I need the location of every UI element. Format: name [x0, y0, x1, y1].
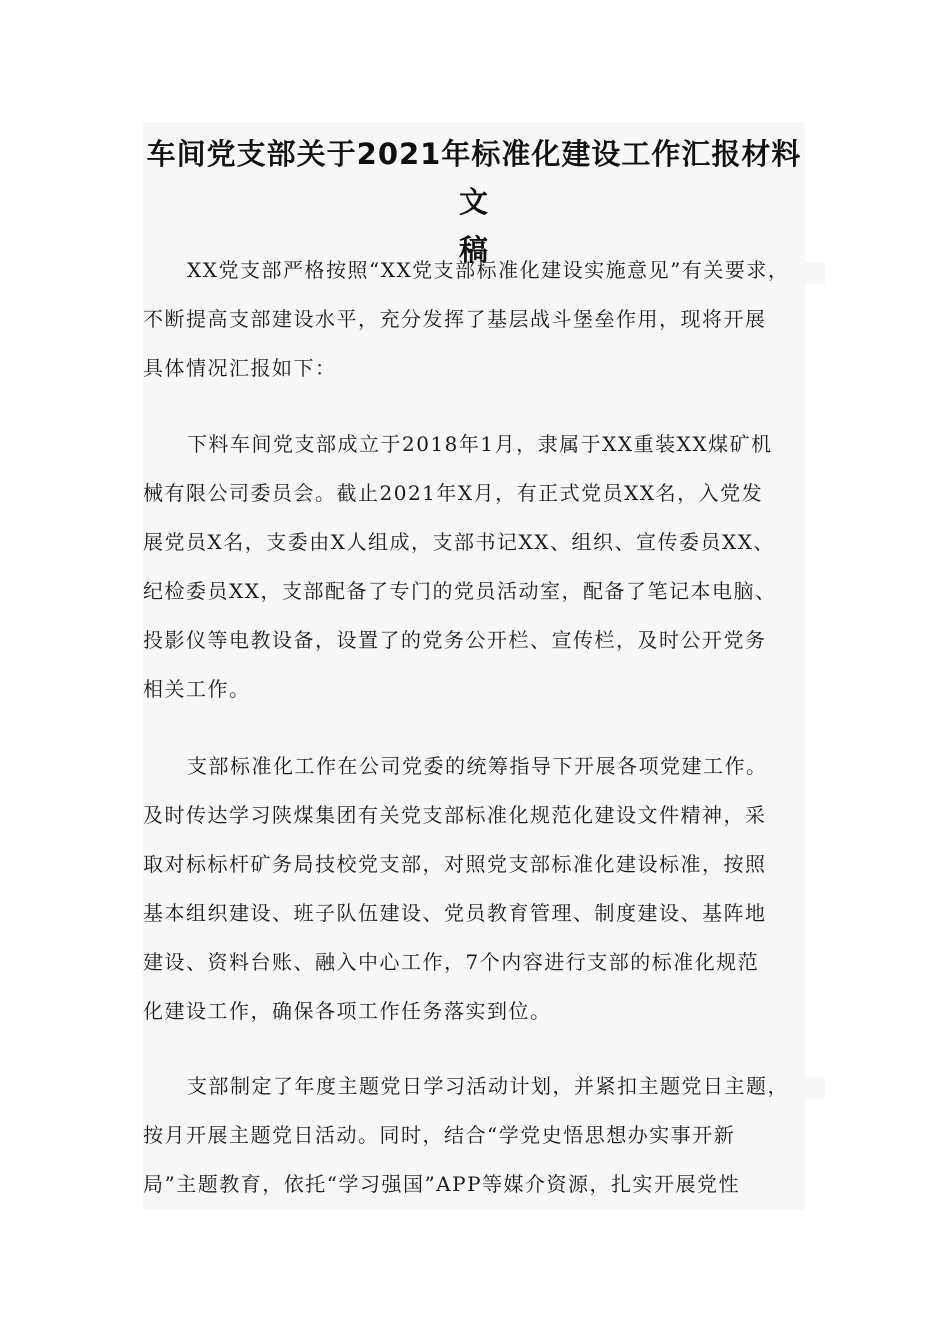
paragraph-line: 支部标准化工作在公司党委的统筹指导下开展各项党建工作。	[187, 754, 768, 778]
paragraph-line: 相关工作。	[143, 677, 251, 701]
paragraph-line: 局”主题教育，依托“学习强国”APP等媒介资源，扎实开展党性	[143, 1172, 741, 1196]
paragraph-line: 按月开展主题党日活动。同时，结合“学党史悟思想办实事开新	[143, 1123, 736, 1147]
paragraph-standardization	[143, 742, 805, 1036]
paragraph-branch-overview	[143, 420, 805, 714]
paragraph-line: 取对标标杆矿务局技校党支部，对照党支部标准化建设标准，按照	[143, 852, 767, 876]
paragraph-line: 及时传达学习陕煤集团有关党支部标准化规范化建设文件精神，采	[143, 803, 767, 827]
title-line: 车间党支部关于2021年标准化建设工作汇报材料文	[146, 137, 802, 219]
paragraph-theme-day	[143, 1062, 805, 1209]
paragraph-line: 化建设工作，确保各项工作任务落实到位。	[143, 999, 552, 1023]
page-edge-shading	[805, 1077, 825, 1099]
paragraph-line: 展党员X名，支委由X人组成，支部书记XX、组织、宣传委员XX、	[143, 530, 775, 554]
paragraph-line: XX党支部严格按照“XX党支部标准化建设实施意见”有关要求，	[187, 258, 790, 282]
page-edge-shading	[805, 262, 825, 284]
paragraph-line: 械有限公司委员会。截止2021年X月，有正式党员XX名，入党发	[143, 481, 764, 505]
paragraph-line: 建设、资料台账、融入中心工作，7个内容进行支部的标准化规范	[143, 950, 760, 974]
paragraph-line: 不断提高支部建设水平，充分发挥了基层战斗堡垒作用，现将开展	[143, 307, 767, 331]
paragraph-line: 下料车间党支部成立于2018年1月，隶属于XX重装XX煤矿机	[187, 432, 773, 456]
document-page	[143, 122, 805, 1210]
paragraph-line: 投影仪等电教设备，设置了的党务公开栏、宣传栏，及时公开党务	[143, 628, 767, 652]
paragraph-intro	[143, 246, 805, 393]
title-line: 稿	[458, 233, 489, 267]
paragraph-line: 基本组织建设、班子队伍建设、党员教育管理、制度建设、基阵地	[143, 901, 767, 925]
paragraph-line: 纪检委员XX，支部配备了专门的党员活动室，配备了笔记本电脑、	[143, 579, 777, 603]
paragraph-line: 支部制定了年度主题党日学习活动计划，并紧扣主题党日主题，	[187, 1074, 789, 1098]
paragraph-line: 具体情况汇报如下：	[143, 356, 337, 380]
